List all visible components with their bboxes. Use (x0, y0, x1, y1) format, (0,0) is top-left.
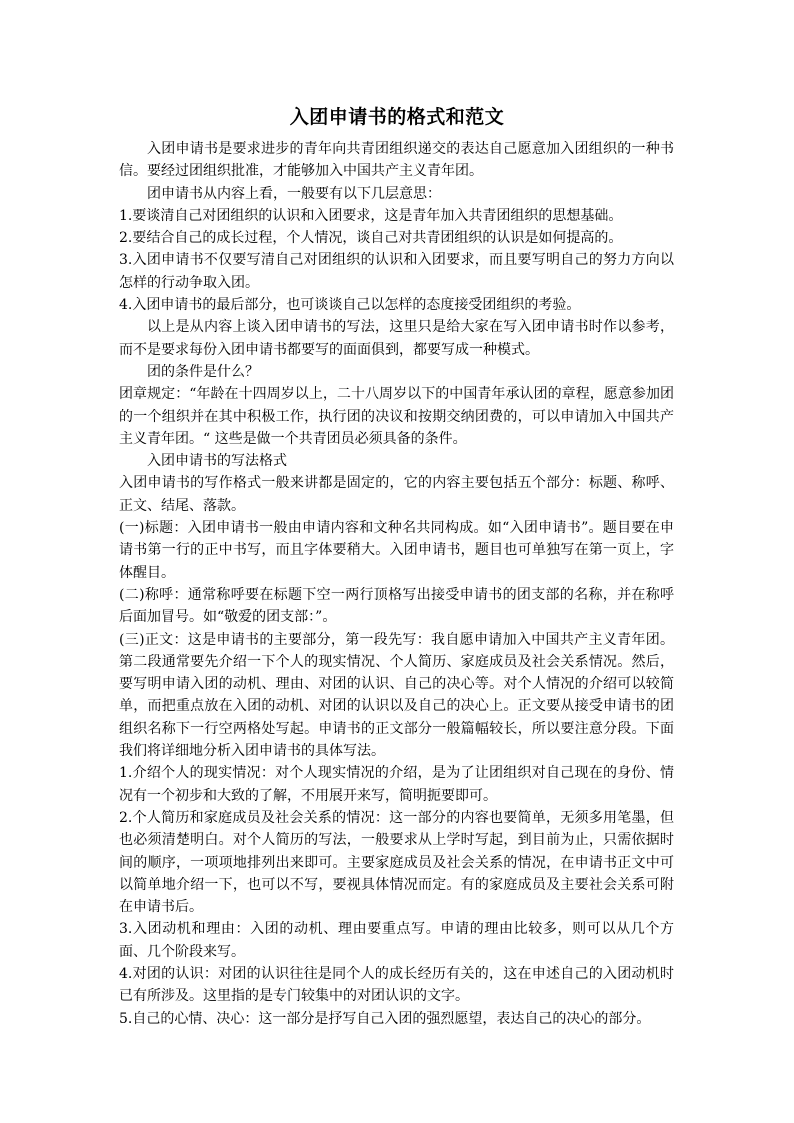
list-item-motivation: 3.入团动机和理由：入团的动机、理由要重点写。申请的理由比较多，则可以从几个方面、几个阶段来写。 (119, 921, 674, 960)
document-body (119, 138, 674, 1030)
list-item-4: 4.入团申请书的最后部分，也可谈谈自己以怎样的态度接受团组织的考验。 (119, 297, 581, 314)
section-heading-format: 入团申请书的写法格式 (147, 453, 287, 470)
paragraph-title-part: (一)标题：入团申请书一般由申请内容和文种名共同构成。如“入团申请书”。题目要在申请书第一行的正中书写，而且字体要稍大。入团申请书，题目也可单独写在第一页上，字体醒目。 (119, 520, 674, 581)
paragraph-charter-rule: 团章规定：“年龄在十四周岁以上，二十八周岁以下的中国青年承认团的章程，愿意参加团的一个组织并在其中积极工作，执行团的决议和按期交纳团费的，可以申请加入中国共产主义青年团。“ 这些是做一个共青团员必须具备的条件。 (119, 386, 674, 447)
list-item-determination: 5.自己的心情、决心：这一部分是抒写自己入团的强烈愿望，表达自己的决心的部分。 (119, 1010, 651, 1027)
list-item-personal-situation: 1.介绍个人的现实情况：对个人现实情况的介绍，是为了让团组织对自己现在的身份、情况有一个初步和大致的了解，不用展开来写，简明扼要即可。 (119, 765, 674, 804)
list-item-2: 2.要结合自己的成长过程，个人情况，谈自己对共青团组织的认识是如何提高的。 (119, 230, 623, 247)
paragraph-salutation-part: (二)称呼：通常称呼要在标题下空一两行顶格写出接受申请书的团支部的名称，并在称呼后面加冒号。如“敬爱的团支部：”。 (119, 586, 674, 626)
paragraph-body-part: (三)正文：这是申请书的主要部分，第一段先写：我自愿申请加入中国共产主义青年团。第二段通常要先介绍一下个人的现实情况、个人简历、家庭成员及社会关系情况。然后，要写明申请入团的动机、理由、对团的认识、自己的决心等。对个人情况的介绍可以较简单，而把重点放在入团的动机、对团的认识以及自己的决心上。正文要从接受申请书的团组织名称下一行空两格处写起。申请书的正文部分一般篇幅较长，所以要注意分段。下面我们将详细地分析入团申请书的具体写法。 (119, 631, 674, 760)
document-title: 入团申请书的格式和范文 (289, 106, 505, 128)
list-item-3: 3.入团申请书不仅要写清自己对团组织的认识和入团要求，而且要写明自己的努力方向以怎样的行动争取入团。 (119, 252, 674, 291)
list-item-resume-family: 2.个人简历和家庭成员及社会关系的情况：这一部分的内容也要简单，无须多用笔墨，但也必须清楚明白。对个人简历的写法，一般要求从上学时写起，到目前为止，只需依据时间的顺序，一项项地排列出来即可。主要家庭成员及社会关系的情况，在申请书正文中可以简单地介绍一下，也可以不写，要视具体情况而定。有的家庭成员及主要社会关系可附在申请书后。 (119, 809, 674, 916)
list-item-1: 1.要谈清自己对团组织的认识和入团要求，这是青年加入共青团组织的思想基础。 (119, 207, 623, 224)
paragraph-reference-note: 以上是从内容上谈入团申请书的写法，这里只是给大家在写入团申请书时作以参考，而不是要求每份入团申请书都要写的面面俱到，都要写成一种模式。 (119, 319, 674, 358)
list-item-understanding: 4.对团的认识：对团的认识往往是同个人的成长经历有关的，这在申述自己的入团动机时已有所涉及。这里指的是专门较集中的对团认识的文字。 (119, 965, 674, 1005)
paragraph-format-overview: 入团申请书的写作格式一般来讲都是固定的，它的内容主要包括五个部分：标题、称呼、正文、结尾、落款。 (119, 475, 674, 514)
paragraph-content-overview: 团申请书从内容上看，一般要有以下几层意思： (147, 185, 441, 202)
section-heading-conditions: 团的条件是什么？ (147, 363, 259, 380)
paragraph-intro: 入团申请书是要求进步的青年向共青团组织递交的表达自己愿意加入团组织的一种书信。要经过团组织批准，才能够加入中国共产主义青年团。 (119, 141, 674, 180)
